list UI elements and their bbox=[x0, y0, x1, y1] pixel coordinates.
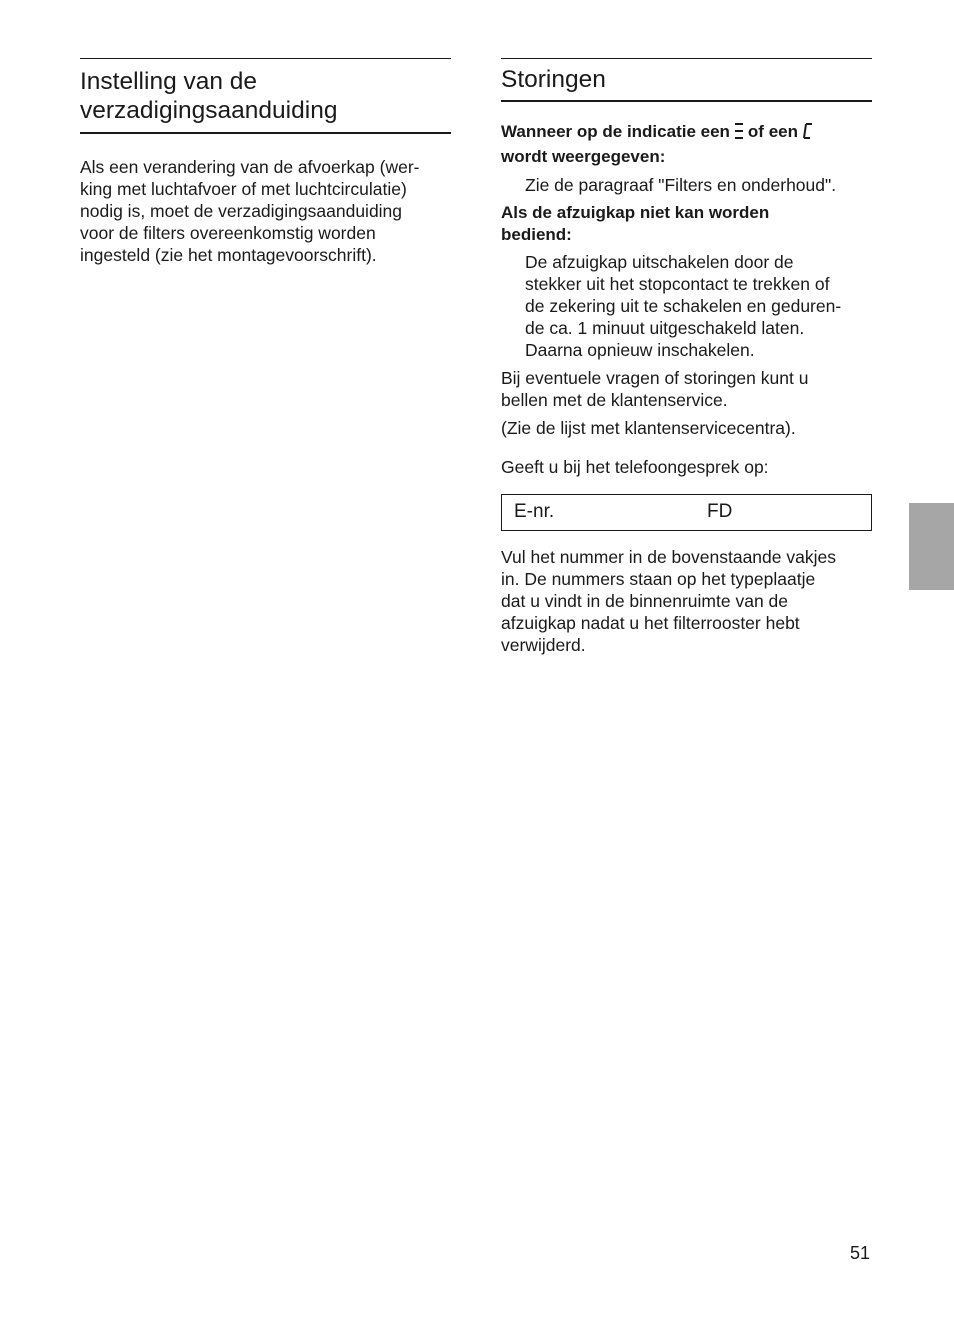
product-number-box bbox=[501, 494, 872, 531]
fault-heading-text: of een bbox=[747, 122, 798, 141]
fault-answer-line: Daarna opnieuw inschakelen. bbox=[525, 340, 755, 360]
page-number: 51 bbox=[850, 1243, 871, 1263]
service-line: bellen met de klantenservice. bbox=[501, 390, 728, 410]
fill-in-line: afzuigkap nadat u het filterrooster hebt bbox=[501, 613, 800, 633]
body-line: nodig is, moet de verzadigingsaanduiding bbox=[80, 201, 403, 221]
section-heading-block bbox=[501, 58, 872, 102]
fault-heading-not-operable bbox=[501, 202, 872, 246]
fd-label: FD bbox=[707, 501, 733, 522]
fill-in-paragraph bbox=[501, 546, 872, 656]
body-line: Als een verandering van de afvoerkap (wer- bbox=[80, 157, 420, 177]
fill-in-line: in. De nummers staan op het typeplaatje bbox=[501, 569, 816, 589]
fill-in-line: verwijderd. bbox=[501, 635, 586, 655]
section-title-line-1: Instelling van de bbox=[80, 68, 258, 95]
segment-display-symbol-icon bbox=[734, 122, 744, 146]
fault-answer-line: De afzuigkap uitschakelen door de bbox=[525, 252, 794, 272]
body-line: king met luchtafvoer of met luchtcirculatie) bbox=[80, 179, 407, 199]
phone-prompt: Geeft u bij het telefoongesprek op: bbox=[501, 457, 769, 477]
service-list-reference: (Zie de lijst met klantenservicecentra). bbox=[501, 418, 796, 438]
section-heading-block bbox=[80, 58, 451, 134]
body-line: voor de filters overeenkomstig worden bbox=[80, 223, 376, 243]
segment-display-symbol-icon bbox=[802, 122, 813, 146]
fault-answer-line: stekker uit het stopcontact te trekken of bbox=[525, 274, 830, 294]
fault-heading-text: Wanneer op de indicatie een bbox=[501, 122, 730, 141]
section-title: Storingen bbox=[501, 66, 606, 93]
fault-heading-line: Als de afzuigkap niet kan worden bbox=[501, 203, 770, 222]
e-number-label: E-nr. bbox=[514, 501, 555, 522]
service-paragraph bbox=[501, 367, 872, 411]
chapter-side-tab bbox=[909, 503, 954, 590]
section-title bbox=[80, 67, 451, 125]
fault-heading-text: wordt weergegeven: bbox=[501, 147, 666, 166]
fill-in-line: dat u vindt in de binnenruimte van de bbox=[501, 591, 788, 611]
fault-answer bbox=[501, 251, 872, 361]
fault-answer-line: de ca. 1 minuut uitgeschakeld laten. bbox=[525, 318, 805, 338]
section-title-line-2: verzadigingsaanduiding bbox=[80, 97, 338, 124]
fault-heading-line: bediend: bbox=[501, 225, 572, 244]
fault-answer: Zie de paragraaf "Filters en onderhoud". bbox=[525, 175, 837, 195]
left-column bbox=[80, 58, 451, 266]
service-line: Bij eventuele vragen of storingen kunt u bbox=[501, 368, 809, 388]
fault-answer-line: de zekering uit te schakelen en geduren- bbox=[525, 296, 842, 316]
right-column bbox=[501, 58, 872, 656]
fault-heading-indicator bbox=[501, 121, 872, 168]
fill-in-line: Vul het nummer in de bovenstaande vakjes bbox=[501, 547, 836, 567]
body-line: ingesteld (zie het montagevoorschrift). bbox=[80, 245, 377, 265]
body-paragraph bbox=[80, 156, 451, 266]
